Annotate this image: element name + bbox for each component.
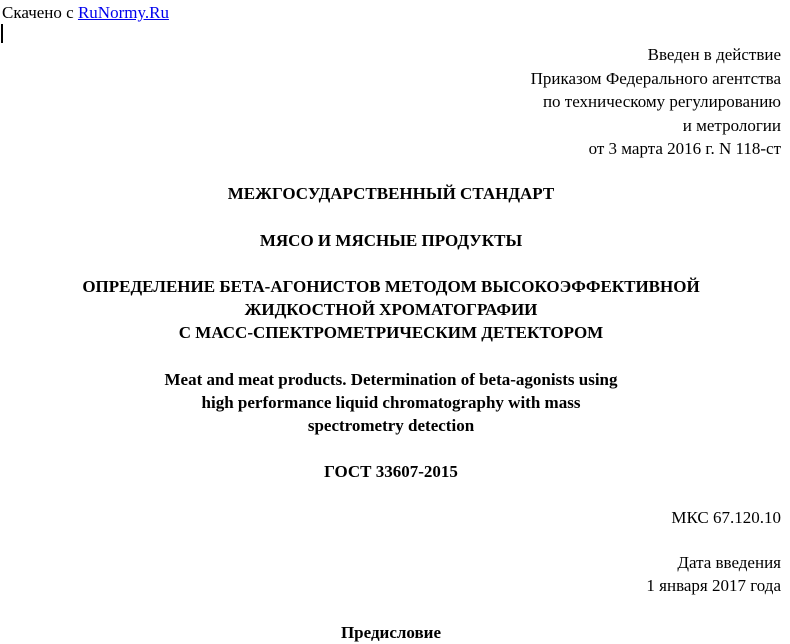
approval-line: по техническому регулированию xyxy=(542,92,781,111)
title-en xyxy=(0,368,782,437)
mks-code: МКС 67.120.10 xyxy=(671,508,781,527)
title-en-line: high performance liquid chromatography with mass xyxy=(201,393,581,412)
source-link[interactable]: RuNormy.Ru xyxy=(77,3,169,22)
intro-date-label: Дата введения xyxy=(677,553,781,572)
title-en-line: spectrometry detection xyxy=(307,416,475,435)
source-line xyxy=(2,1,169,24)
designation: ГОСТ 33607-2015 xyxy=(324,462,458,481)
intro-date-value: 1 января 2017 года xyxy=(646,576,781,595)
approval-line: Приказом Федерального агентства xyxy=(530,68,781,88)
approval-line: Введен в действие xyxy=(647,45,781,64)
subject-title: МЯСО И МЯСНЫЕ ПРОДУКТЫ xyxy=(259,231,523,250)
approval-line: и метрологии xyxy=(682,115,781,135)
title-ru xyxy=(0,275,782,344)
title-ru-line: ЖИДКОСТНОЙ ХРОМАТОГРАФИИ xyxy=(244,300,538,319)
text-cursor xyxy=(1,24,3,43)
source-prefix: Скачено с xyxy=(2,3,78,22)
section-heading: Предисловие xyxy=(340,623,442,642)
title-ru-line: ОПРЕДЕЛЕНИЕ БЕТА-АГОНИСТОВ МЕТОДОМ ВЫСОКОЭФФЕКТИВНОЙ xyxy=(82,277,700,296)
approval-block xyxy=(531,43,781,161)
standard-type: МЕЖГОСУДАРСТВЕННЫЙ СТАНДАРТ xyxy=(227,184,555,203)
title-en-line: Meat and meat products. Determination of beta-agonists using xyxy=(164,370,618,389)
approval-line: от 3 марта 2016 г. N 118-ст xyxy=(588,139,781,158)
title-ru-line: С МАСС-СПЕКТРОМЕТРИЧЕСКИМ ДЕТЕКТОРОМ xyxy=(178,323,604,342)
